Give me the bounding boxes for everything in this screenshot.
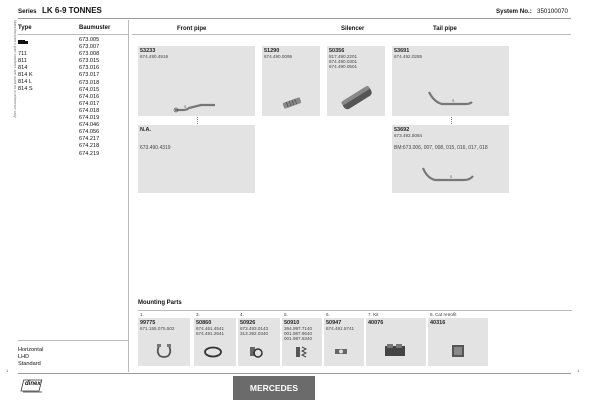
tail-pipe-alt-icon — [420, 162, 476, 188]
part-ref: 817.490.2201 — [329, 54, 358, 59]
type-item: 814 L — [18, 79, 32, 86]
page-number-right: 1 — [577, 368, 580, 373]
mounting-ref: 001.987.9640 — [284, 331, 313, 336]
mounting-ref: 674.491.2641 — [196, 331, 225, 336]
mounting-index: 3. — [196, 312, 200, 317]
header-rule — [18, 18, 571, 19]
front-pipe-heading: Front pipe — [177, 26, 207, 32]
brand-name: MERCEDES — [249, 383, 299, 393]
part-ref: 674.490.4919 — [140, 54, 169, 59]
mounting-ref: 313.392.0340 — [240, 331, 269, 336]
mounting-ref: 674.461.4541 — [196, 326, 225, 331]
baumuster-item: 674.016 — [79, 93, 100, 100]
part-ref: 674.490.0301 — [329, 59, 358, 64]
config-item: Horizontal — [18, 347, 44, 353]
pipe-clamp-icon — [156, 344, 172, 358]
part-code: N.A. — [140, 127, 151, 133]
baumuster-item: 674.056 — [79, 129, 100, 136]
config-item: LHD — [18, 354, 30, 361]
baumuster-item: 673.015 — [79, 58, 100, 65]
kit-box-icon — [384, 343, 406, 357]
type-item: 814 S — [18, 86, 33, 93]
flex-pipe-icon — [282, 97, 302, 109]
truck-icon — [18, 39, 29, 45]
baumuster-item: 673.008 — [79, 51, 100, 58]
baumuster-item: 673.018 — [79, 79, 100, 86]
type-item: 814 — [18, 65, 28, 72]
part-code: 53691 — [394, 48, 410, 54]
series-value: LK 6-9 TONNES — [42, 6, 102, 15]
type-item: 711 — [18, 51, 27, 57]
bracket-icon — [248, 344, 264, 358]
left-column-divider — [128, 20, 129, 372]
part-code: 51290 — [264, 48, 280, 54]
mounting-index: 8. Cat retrofit — [430, 312, 457, 317]
mounting-index: 1. — [140, 312, 144, 317]
part-code: 53233 — [140, 48, 156, 54]
catalyst-icon — [450, 343, 466, 359]
silencer-icon — [339, 84, 375, 112]
part-label: S — [184, 105, 187, 109]
dinex-logo-text: dinex — [25, 381, 41, 387]
series-label: Series — [18, 8, 37, 15]
type-list — [18, 51, 33, 94]
mounting-index: 7. Kit — [368, 312, 379, 317]
baumuster-item: 673.016 — [79, 65, 100, 72]
baumuster-item: 674.046 — [79, 122, 100, 129]
baumuster-heading: Baumuster — [79, 25, 111, 31]
mounting-rule — [138, 310, 572, 311]
mounting-index: 4. — [240, 312, 244, 317]
baumuster-item: 674.217 — [79, 136, 100, 143]
side-note: Manufacturer's part numbers are used as a reference only — [13, 20, 17, 118]
baumuster-item: 674.218 — [79, 143, 100, 150]
left-heading-rule — [18, 34, 128, 35]
silencer-heading: Silencer — [341, 26, 365, 32]
mounting-ref: 674.491.5741 — [326, 326, 355, 331]
clip-icon — [333, 344, 349, 358]
mounting-ref: 364.997.7140 — [284, 326, 313, 331]
footer-rule — [18, 373, 571, 374]
part-ref: 674.490.0095 — [264, 54, 293, 59]
part-label: S — [452, 99, 455, 103]
part-ref: 673.492.5084 — [394, 133, 423, 138]
mounting-ref: 671.155.075.502 — [140, 326, 175, 331]
baumuster-item: 674.017 — [79, 100, 100, 107]
part-code: 53692 — [394, 127, 410, 133]
mounting-code: 40316 — [430, 320, 446, 326]
column-heading-rule — [132, 34, 571, 35]
part-label: S — [450, 175, 453, 179]
config-item: Standard — [18, 361, 41, 368]
mounting-ref: 001.987.5340 — [284, 336, 313, 341]
baumuster-item: 673.007 — [79, 44, 100, 51]
mounting-ref: 673.493.0143 — [240, 326, 269, 331]
tail-pipe-heading: Tail pipe — [433, 26, 457, 32]
connector-dots — [197, 117, 199, 124]
spring-bolt-icon — [293, 345, 309, 359]
part-ref: 673.490.4319 — [140, 145, 171, 151]
system-value: 350100070 — [537, 8, 568, 15]
baumuster-item: 673.017 — [79, 72, 100, 79]
type-item: 811 — [18, 58, 27, 65]
connector-dots — [451, 117, 453, 124]
type-item: 814 K — [18, 72, 33, 79]
mounting-code: 50860 — [196, 320, 212, 326]
left-footer-rule — [18, 340, 128, 341]
mounting-index: 6. — [326, 312, 330, 317]
baumuster-item: 674.019 — [79, 115, 100, 122]
part-ref: 674.490.0501 — [329, 64, 358, 69]
baumuster-item: 674.018 — [79, 107, 100, 114]
mounting-code: 50910 — [284, 320, 300, 326]
config-list — [18, 347, 43, 368]
baumuster-list — [79, 37, 99, 158]
tail-pipe-icon — [426, 88, 474, 110]
baumuster-item: 674.219 — [79, 150, 100, 157]
front-pipe-icon — [173, 100, 217, 114]
mounting-code: 99775 — [140, 320, 156, 326]
part-ref: 674.492.0285 — [394, 54, 423, 59]
part-note: BM:673.006, 007, 008, 015, 016, 017, 018 — [394, 145, 488, 151]
baumuster-item: 674.015 — [79, 86, 100, 93]
part-code: 50356 — [329, 48, 345, 54]
mounting-title: Mounting Parts — [138, 300, 182, 306]
mounting-index: 5. — [284, 312, 288, 317]
part-card-front-pipe-alt[interactable] — [138, 125, 255, 193]
mounting-code: 40076 — [368, 320, 384, 326]
flange-ring-icon — [203, 346, 223, 358]
system-label: System No.: — [496, 8, 532, 15]
mounting-code: 50947 — [326, 320, 342, 326]
mounting-code: 50926 — [240, 320, 256, 326]
page-number-left: 1 — [6, 368, 9, 373]
baumuster-item: 673.005 — [79, 37, 100, 43]
type-heading: Type — [18, 25, 32, 31]
